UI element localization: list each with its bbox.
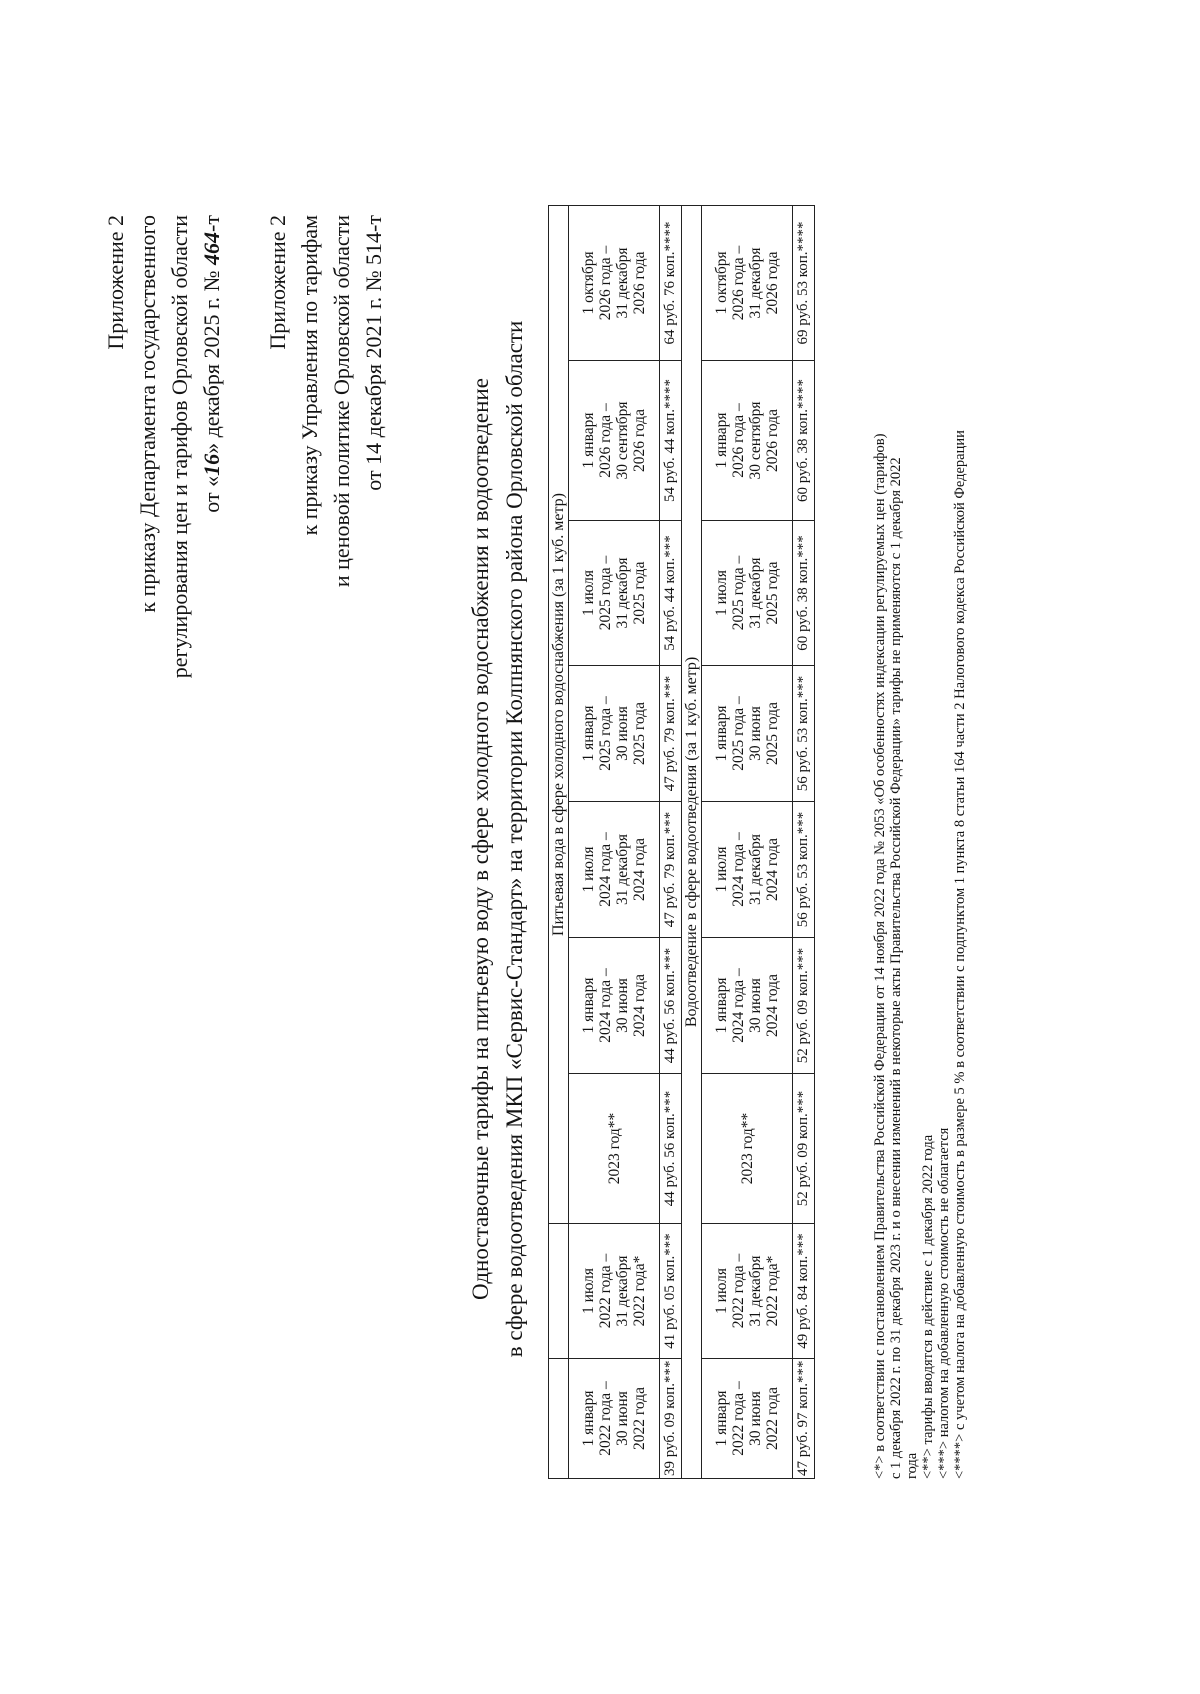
tariff-table [548, 205, 815, 1479]
period-line: 1 июля [713, 846, 730, 893]
period-row-sewer [702, 205, 793, 1478]
period-line: 2022 года [764, 1387, 781, 1450]
price-cell: 41 руб. 05 коп.*** [660, 1224, 682, 1359]
handwritten-day: 16 [199, 453, 224, 476]
footnote-1c: года [904, 1452, 920, 1479]
period-line: 30 июня [747, 1391, 764, 1446]
price-cell: 60 руб. 38 коп.**** [793, 361, 815, 521]
price-cell: 69 руб. 53 коп.**** [793, 205, 815, 360]
period-line: 2022 года – [730, 1253, 747, 1329]
period-line: 31 декабря [614, 833, 631, 906]
period-line: 2025 года – [597, 696, 614, 771]
header-current-line3: регулирования цен и тарифов Орловской области [167, 215, 192, 679]
footnotes [872, 206, 968, 1479]
period-line: 2026 года – [597, 245, 614, 321]
period-line: 1 октября [713, 251, 730, 315]
price-cell: 39 руб. 09 коп.*** [660, 1359, 682, 1479]
period-line: 2024 года [764, 838, 781, 901]
header-current-title: Приложение 2 [103, 215, 128, 350]
period-cell-sewer [702, 1074, 793, 1224]
period-line: 1 июля [580, 1268, 597, 1314]
period-line: 1 января [580, 412, 597, 469]
period-line: 2025 года [631, 702, 648, 765]
period-cell-sewer [702, 1359, 793, 1479]
period-line: 30 сентября [614, 401, 631, 480]
price-row-sewer [793, 205, 815, 1478]
period-line: 1 января [580, 1390, 597, 1447]
period-line: 31 декабря [614, 1255, 631, 1327]
period-line: 1 января [580, 977, 597, 1034]
period-cell-sewer [702, 521, 793, 666]
price-row-water [660, 205, 682, 1478]
period-line: 1 января [580, 705, 597, 762]
header-original-line2: к приказу Управления по тарифам [297, 215, 322, 536]
header-original-line3: и ценовой политике Орловской области [329, 215, 354, 588]
period-line: 2025 года [631, 561, 648, 625]
footnote-3: <***> налогом на добавленную стоимость не облагается [936, 1127, 952, 1479]
header-original-line4: от 14 декабря 2021 г. № 514-т [361, 215, 386, 491]
period-line: 1 июля [713, 1268, 730, 1314]
period-line: 31 декабря [614, 247, 631, 319]
price-cell: 56 руб. 53 коп.*** [793, 666, 815, 802]
period-line: 2022 года* [764, 1255, 781, 1327]
period-line: 2025 года [764, 561, 781, 625]
period-line: 1 января [713, 1390, 730, 1447]
period-line: 1 января [713, 412, 730, 469]
period-cell-sewer [702, 1224, 793, 1359]
period-line: 2024 года – [730, 968, 747, 1043]
period-line: 30 июня [614, 1391, 631, 1446]
footnote-1a: <*> в соответствии с постановлением Правительства Российской Федерации от 14 ноября 2022 года № 2053 «Об особенностях индексации регулируемых цен (тарифов) [872, 433, 888, 1479]
document-title-line1: Одноставочные тарифы на питьевую воду в сфере холодного водоснабжения и водоотведение [468, 378, 493, 1300]
period-cell-sewer [702, 666, 793, 802]
period-line: 1 июля [713, 570, 730, 616]
period-line: 2023 год** [605, 1112, 623, 1185]
period-line: 1 января [713, 977, 730, 1034]
section-row-sewer [682, 205, 702, 1478]
period-line: 2026 года – [730, 245, 747, 321]
price-cell: 56 руб. 53 коп.*** [793, 802, 815, 938]
period-line: 30 июня [614, 706, 631, 761]
section-title-sewer: Водоотведение в сфере водоотведения (за 1 куб. метр) [682, 205, 702, 1478]
price-cell: 54 руб. 44 коп.*** [660, 521, 682, 666]
period-line: 1 июля [580, 846, 597, 893]
period-line: 2024 года – [730, 832, 747, 907]
header-original-order [262, 215, 390, 587]
period-line: 2022 года – [597, 1253, 614, 1329]
period-line: 31 декабря [747, 247, 764, 319]
header-current-line4: от «16» декабря 2025 г. № 464-т [199, 215, 224, 513]
period-line: 2024 года – [597, 968, 614, 1043]
period-cell-water [569, 1074, 660, 1224]
document-title-line2: в сфере водоотведения МКП «Сервис-Стандарт» на территории Колпнянского района Орловской области [502, 320, 527, 1358]
period-cell-water [569, 1359, 660, 1479]
handwritten-number: 464 [199, 231, 224, 265]
period-line: 31 декабря [747, 833, 764, 906]
period-line: 2025 года – [597, 555, 614, 631]
section-title-water: Питьевая вода в сфере холодного водоснабжения (за 1 куб. метр) [549, 205, 569, 1223]
period-line: 2024 года – [597, 832, 614, 907]
period-line: 30 июня [747, 978, 764, 1033]
period-line: 2025 года – [730, 696, 747, 771]
period-line: 2026 года [764, 409, 781, 472]
period-line: 31 декабря [747, 557, 764, 629]
period-cell-water [569, 938, 660, 1074]
period-cell-water [569, 666, 660, 802]
header-original-title: Приложение 2 [265, 215, 290, 350]
period-row-water [569, 205, 660, 1478]
period-line: 2023 год** [738, 1112, 756, 1185]
price-cell: 54 руб. 44 коп.**** [660, 361, 682, 521]
period-line: 1 января [713, 705, 730, 762]
price-cell: 64 руб. 76 коп.**** [660, 205, 682, 360]
period-line: 30 сентября [747, 401, 764, 480]
period-cell-water [569, 205, 660, 360]
period-line: 2024 года [631, 838, 648, 901]
period-line: 2026 года – [597, 403, 614, 478]
period-line: 2026 года [764, 251, 781, 315]
price-cell: 47 руб. 97 коп.*** [793, 1359, 815, 1479]
period-line: 2022 года* [631, 1255, 648, 1327]
header-current-line2: к приказу Департамента государственного [135, 215, 160, 613]
period-cell-sewer [702, 361, 793, 521]
footnote-4: <****> с учетом налога на добавленную стоимость в размере 5 % в соответствии с подпунктом 1 пункта 8 статьи 164 части 2 Налогового кодекса Российской Федерации [952, 430, 968, 1479]
header-current-order [100, 215, 228, 678]
period-line: 2026 года – [730, 403, 747, 478]
price-cell: 44 руб. 56 коп.*** [660, 938, 682, 1074]
period-line: 2026 года [631, 251, 648, 315]
period-cell-water [569, 1224, 660, 1359]
period-line: 2024 года [631, 974, 648, 1037]
period-cell-water [569, 361, 660, 521]
price-cell: 47 руб. 79 коп.*** [660, 802, 682, 938]
footnote-2: <**> тарифы вводятся в действие с 1 декабря 2022 года [920, 1134, 936, 1479]
price-cell: 49 руб. 84 коп.*** [793, 1224, 815, 1359]
period-line: 2022 года – [597, 1381, 614, 1456]
price-cell: 60 руб. 38 коп.*** [793, 521, 815, 666]
period-line: 2022 года [631, 1387, 648, 1450]
price-cell: 47 руб. 79 коп.*** [660, 666, 682, 802]
period-cell-sewer [702, 802, 793, 938]
period-line: 2025 года [764, 702, 781, 765]
document-title [464, 189, 532, 1489]
period-line: 2022 года – [730, 1381, 747, 1456]
period-line: 1 октября [580, 251, 597, 315]
period-line: 2024 года [764, 974, 781, 1037]
section-row-water [549, 205, 569, 1478]
period-cell-water [569, 802, 660, 938]
period-cell-water [569, 521, 660, 666]
price-cell: 52 руб. 09 коп.*** [793, 938, 815, 1074]
period-line: 2026 года [631, 409, 648, 472]
period-line: 30 июня [747, 706, 764, 761]
period-line: 30 июня [614, 978, 631, 1033]
period-line: 31 декабря [614, 557, 631, 629]
period-line: 31 декабря [747, 1255, 764, 1327]
period-line: 2025 года – [730, 555, 747, 631]
period-cell-sewer [702, 938, 793, 1074]
price-cell: 44 руб. 56 коп.*** [660, 1074, 682, 1224]
period-line: 1 июля [580, 570, 597, 616]
period-cell-sewer [702, 205, 793, 360]
footnote-1b: с 1 декабря 2022 г. по 31 декабря 2023 г. и о внесении изменений в некоторые акты Правительства Российской Федерации» тарифы не применяются с 1 декабря 2022 [888, 457, 904, 1479]
price-cell: 52 руб. 09 коп.*** [793, 1074, 815, 1224]
